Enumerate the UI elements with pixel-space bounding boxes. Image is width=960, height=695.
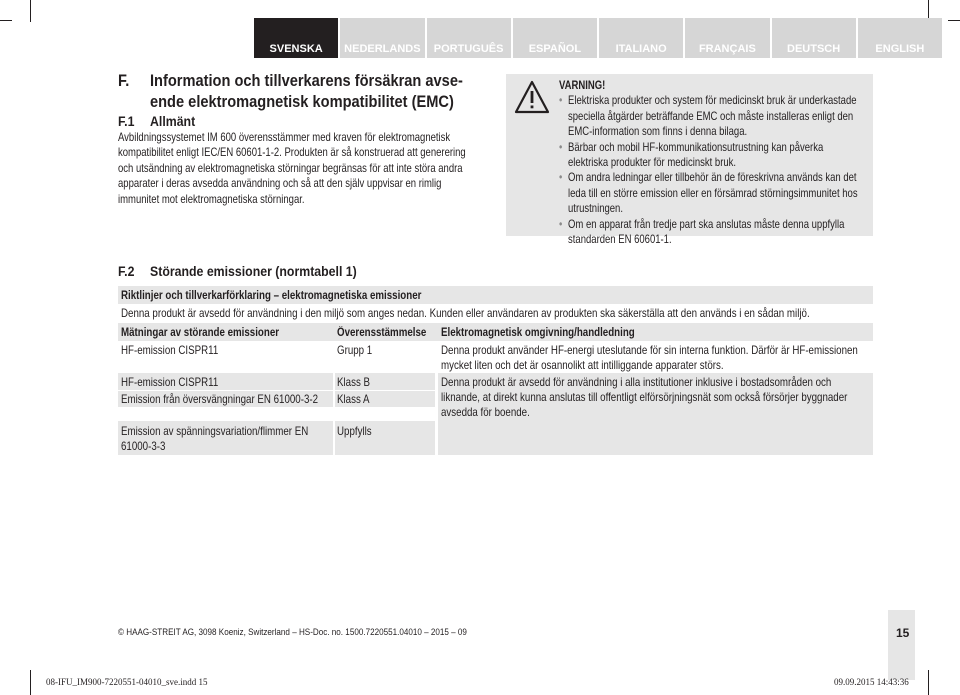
crop-mark <box>30 0 31 22</box>
tab-deutsch[interactable]: DEUTSCH <box>772 18 856 58</box>
section-f1-title: Allmänt <box>150 113 196 129</box>
section-f1-number: F.1 <box>118 113 135 129</box>
table-caption: Riktlinjer och tillverkarförklaring – elektromagnetiska emissioner <box>121 289 422 302</box>
table-header-compliance: Överensstämmelse <box>337 326 427 339</box>
table-row3-measurement: Emission från översvängningar EN 61000-3-2 <box>121 393 319 406</box>
table-column-divider <box>333 373 335 455</box>
warning-box <box>506 74 873 247</box>
table-header-measurement: Mätningar av störande emissioner <box>121 326 280 339</box>
tab-portugues[interactable]: PORTUGUÊS <box>427 18 511 58</box>
table-intro: Denna produkt är avsedd för användning i den miljö som anges nedan. Kunden eller användaren av produkten ska säkerställa att den används i en sådan miljö. <box>121 307 810 320</box>
language-tabs <box>254 18 942 58</box>
table-row1-measurement: HF-emission CISPR11 <box>121 344 219 357</box>
section-f-number: F. <box>118 71 130 90</box>
warning-icon <box>514 80 550 114</box>
table-row1-compliance: Grupp 1 <box>337 344 373 357</box>
section-f1-text: Avbildningssystemet IM 600 överensstämmer med kraven för elektromagnetisk kompatibilitet enligt IEC/EN 60601-1-2. Produkten är så konstruerad att generering och utsändning av elektromagnetiska störningar begränsas för att inte störa andra apparater i deras avsedda användning och så att den själv uppvisar en rimlig immunitet mot elektromagnetiska störningar. <box>118 131 466 206</box>
table-divider <box>118 390 435 391</box>
crop-mark <box>948 20 960 21</box>
section-f-title-line1: Information och tillverkarens försäkran avse- <box>150 71 463 90</box>
crop-mark <box>928 670 929 695</box>
section-f2-title: Störande emissioner (normtabell 1) <box>150 263 357 279</box>
table-row1-environment: Denna produkt använder HF-energi uteslutande för sin interna funktion. Därför är HF-emissionen mycket liten och det är osannolikt att intilliggande apparater störs. <box>441 344 858 372</box>
warning-content <box>559 78 866 247</box>
footer-copyright: © HAAG-STREIT AG, 3098 Koeniz, Switzerland – HS-Doc. no. 1500.7220551.04010 – 2015 – 09 <box>118 627 467 637</box>
tab-espanol[interactable]: ESPAÑOL <box>513 18 597 58</box>
table-row3-compliance: Klass A <box>337 393 370 406</box>
crop-mark <box>0 20 12 21</box>
crop-mark <box>30 670 31 695</box>
tab-francais[interactable]: FRANÇAIS <box>685 18 769 58</box>
slug-filename: 08-IFU_IM900-7220551-04010_sve.indd 15 <box>46 677 208 687</box>
page-number: 15 <box>896 626 910 640</box>
table-row4-compliance: Uppfylls <box>337 425 372 438</box>
table-header-environment: Elektromagnetisk omgivning/handledning <box>441 326 635 339</box>
table-row2-measurement: HF-emission CISPR11 <box>121 376 219 389</box>
tab-svenska[interactable]: SVENSKA <box>254 18 338 58</box>
table-merged-environment: Denna produkt är avsedd för användning i alla institutioner inklusive i bostadsområden och liknande, at direkt kunna anslutas till offentligt elförsörjningsnät som också försörjer byggnader avsedda för boende. <box>441 376 848 419</box>
warning-item: • Om andra ledningar eller tillbehör än de föreskrivna används kan det leda till en större emission eller en försämrad störningsimmunitet hos utrustningen. <box>559 170 866 216</box>
table-row2-compliance: Klass B <box>337 376 371 389</box>
warning-item: • Om en apparat från tredje part ska anslutas måste denna uppfylla standarden EN 60601-1. <box>559 217 866 248</box>
section-f2-number: F.2 <box>118 263 135 279</box>
tab-english[interactable]: ENGLISH <box>858 18 942 58</box>
table-divider <box>118 407 435 421</box>
warning-item: • Elektriska produkter och system för medicinskt bruk är underkastade speciella åtgärder beträffande EMC och måste installeras enligt den EMC-information som finns i denna bilaga. <box>559 93 866 139</box>
section-f-title-line2: ende elektromagnetisk kompatibilitet (EMC) <box>150 92 454 111</box>
tab-nederlands[interactable]: NEDERLANDS <box>340 18 424 58</box>
warning-title: VARNING! <box>559 79 606 92</box>
warning-item: • Bärbar och mobil HF-kommunikationsutrustning kan påverka elektriska produkter för medicinskt bruk. <box>559 140 866 171</box>
page-number-box <box>888 610 915 680</box>
tab-italiano[interactable]: ITALIANO <box>599 18 683 58</box>
slug-timestamp: 09.09.2015 14:43:36 <box>834 677 909 687</box>
table-row4-measurement: Emission av spänningsvariation/flimmer EN 61000-3-3 <box>121 425 309 453</box>
